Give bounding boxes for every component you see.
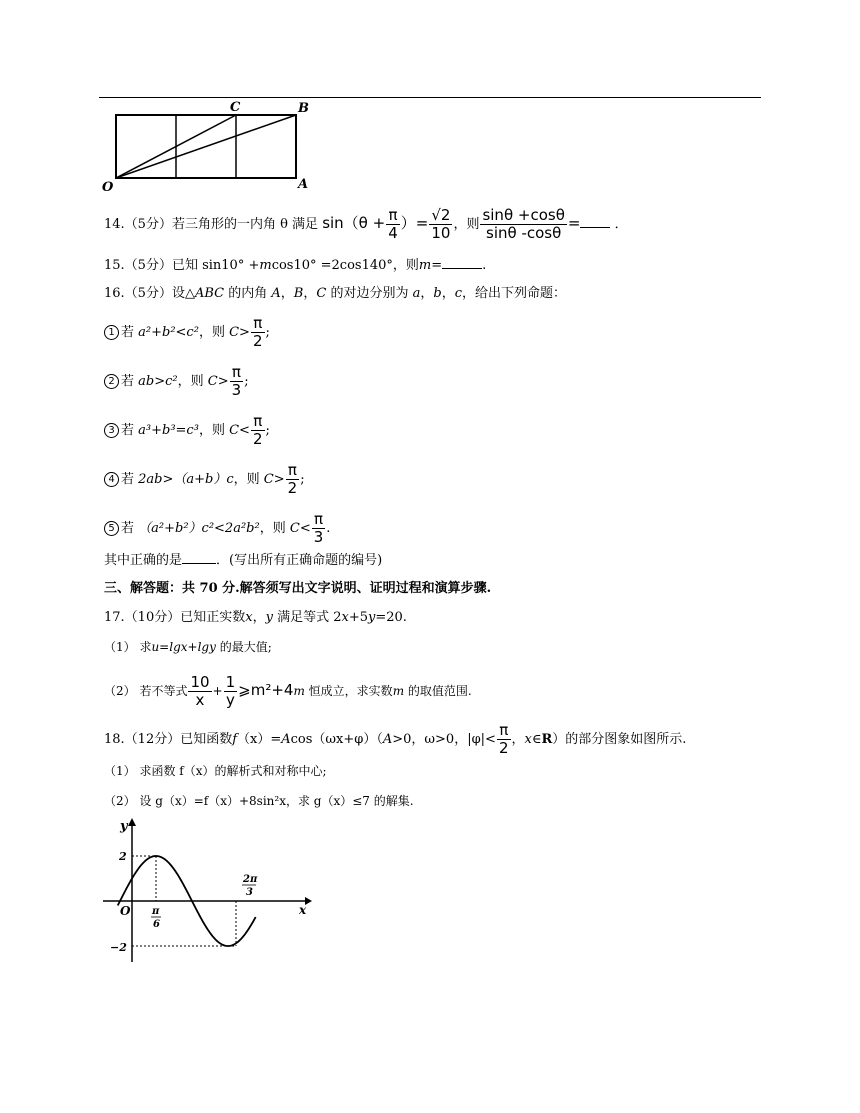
q17-a: 17.（10分）已知正实数 — [104, 610, 246, 625]
q15-a: 15.（5分）已知 sin10° + — [104, 258, 260, 273]
q16-d: ，给出下列命题： — [462, 286, 567, 301]
q17-plus: + — [212, 684, 223, 698]
q16-B: B — [293, 286, 304, 301]
q18-b: ）的部分图象如图所示. — [552, 732, 687, 747]
q16-a: 16.（5分）设△ — [104, 286, 195, 301]
q16-item-end: . — [326, 521, 331, 536]
q17-x: x — [245, 610, 253, 625]
rectangle-figure — [100, 98, 320, 193]
q17-comma: ， — [252, 610, 266, 625]
y-min-label: −2 — [110, 941, 127, 954]
q16-item — [104, 462, 305, 497]
q18-part-2: （2） 设 g（x）=f（x）+8sin²x，求 g（x）≤7 的解集. — [104, 794, 414, 808]
q16-item-op: > — [273, 472, 285, 487]
q18-conds: >0，ω>0，|φ|< — [392, 732, 496, 747]
q16-item-cond: 2ab>（a+b）c — [138, 472, 234, 487]
q16-b-var: b — [433, 286, 442, 301]
q16-item-pre: 若 — [121, 472, 135, 487]
q16-item-mid: ，则 — [177, 374, 204, 389]
origin-label: O — [120, 904, 131, 918]
q17-m: m — [293, 684, 305, 698]
q16-item-mid: ，则 — [198, 423, 225, 438]
q16-item-cond: a²+b²<c² — [138, 325, 199, 340]
q15-c: = — [431, 258, 443, 273]
label-O: O — [102, 180, 114, 193]
q17-u: u=lgx+lgy — [151, 640, 216, 654]
q16-item — [104, 511, 330, 546]
section-3-heading: 三、解答题：共 70 分.解答须写出文字说明、证明过程和演算步骤. — [104, 581, 492, 596]
tick-2pi3-num: 2π — [243, 874, 258, 885]
q16-comma4: ， — [441, 286, 455, 301]
label-B: B — [298, 101, 309, 116]
q17-p2-b: 恒成立，求实数 — [304, 684, 393, 698]
q16-c: 的对边分别为 — [326, 286, 409, 301]
q14-eq: ）= — [400, 214, 429, 232]
q14-sqrt2-over-10: $\frac{√2}{10}$ — [431, 206, 451, 242]
q16-item-cond: ab>c² — [138, 374, 178, 389]
q16-item-var: C — [289, 521, 300, 536]
y-axis-label: y — [120, 819, 128, 834]
q16-item-op: > — [239, 325, 250, 340]
q15-m1: m — [259, 258, 272, 273]
q16-item — [104, 315, 270, 350]
q14-then: ，则 — [453, 217, 480, 232]
q16-item-mid: ，则 — [259, 521, 286, 536]
q17-p1-a: （1） 求 — [104, 640, 152, 654]
q16-item-pre: 若 — [121, 374, 135, 389]
q16-item-mid: ，则 — [198, 325, 225, 340]
q15-end: . — [482, 258, 487, 273]
q16-item-frac: $\frac{\pi}{2}$ — [287, 461, 298, 497]
question-16 — [104, 285, 566, 303]
q16-answer-blank[interactable] — [182, 551, 216, 564]
y-axis-arrow — [128, 818, 136, 826]
question-18 — [104, 722, 686, 757]
q16-A: A — [271, 286, 281, 301]
question-15 — [104, 256, 486, 275]
label-C: C — [230, 100, 241, 115]
q18-cos: cos（ωx+φ）（ — [290, 732, 383, 747]
q17-frac-10-x: $\frac{10}{x}$ — [190, 673, 210, 709]
q14-answer-blank[interactable] — [580, 215, 610, 228]
q15-b: cos10° =2cos140°，则 — [271, 258, 419, 273]
tick-pi6-den: 6 — [153, 919, 160, 930]
q16-b: 的内角 — [224, 286, 268, 301]
tick-pi6-num: π — [152, 906, 160, 917]
q17-m2: m — [392, 684, 405, 698]
q14-sin: sin（θ + — [322, 214, 386, 232]
q14-ratio: $\frac{\sin\theta +\cos\theta}{\sin\theta -\cos\theta}$ — [482, 206, 565, 242]
q18-f: f — [232, 732, 238, 747]
q16-item-pre: 若 — [121, 325, 135, 340]
y-max-label: 2 — [119, 850, 127, 863]
q16-item-end: ; — [300, 472, 305, 487]
q18-A2: A — [382, 732, 393, 747]
q16-item-pre: 若 — [121, 423, 135, 438]
q16-c-var: c — [454, 286, 462, 301]
q16-item-end: ; — [244, 374, 249, 389]
q14-end: ． — [614, 217, 628, 232]
q14-pi-over-4: $\frac{\pi}{4}$ — [388, 206, 398, 242]
q16-item — [104, 413, 270, 448]
q16-item-frac: $\frac{\pi}{3}$ — [231, 363, 242, 399]
q16-item-marker: 1 — [104, 325, 119, 340]
q14-stem: 14.（5分）若三角形的一内角 θ 满足 — [104, 217, 319, 232]
q16-item-marker: 5 — [104, 521, 119, 536]
tick-2pi3-den: 3 — [246, 887, 253, 898]
q16-item-op: < — [299, 521, 311, 536]
q16-item-end: ; — [265, 423, 270, 438]
q17-x2: x — [341, 610, 349, 625]
question-17 — [104, 609, 407, 627]
q17-p2-c: 的取值范围. — [404, 684, 472, 698]
q14-equals: = — [567, 214, 581, 232]
question-14 — [104, 207, 628, 242]
q18-a: 18.（12分）已知函数 — [104, 732, 233, 747]
q17-c: +5 — [348, 610, 368, 625]
cosine-graph — [100, 815, 315, 965]
q16-item-marker: 4 — [104, 472, 119, 487]
q16-comma3: ， — [420, 286, 434, 301]
q17-b: 满足等式 2 — [272, 610, 342, 625]
q16-item-var: C — [229, 325, 240, 340]
q16-item-var: C — [207, 374, 218, 389]
q17-frac-1-y: $\frac{1}{y}$ — [225, 673, 236, 709]
q18-part-1: （1） 求函数 f（x）的解析式和对称中心; — [104, 764, 327, 778]
label-A: A — [298, 177, 309, 192]
q16-item-marker: 3 — [104, 423, 119, 438]
q16-item-cond: （a²+b²）c²<2a²b² — [138, 521, 260, 536]
q16-conclusion-b: ．(写出所有正确命题的编号) — [216, 553, 383, 568]
q15-answer-blank[interactable] — [442, 256, 482, 269]
q16-a-var: a — [412, 286, 421, 301]
x-axis-label: x — [299, 903, 307, 917]
q18-x: （x）= — [237, 732, 282, 747]
q16-item-frac: $\frac{\pi}{2}$ — [252, 412, 263, 448]
q16-conclusion — [104, 551, 382, 570]
q17-ge: ⩾m²+4 — [238, 681, 294, 699]
q18-comma: ， — [511, 732, 525, 747]
q16-item-end: ; — [265, 325, 270, 340]
q17-y2: y — [368, 610, 376, 625]
q16-item — [104, 364, 249, 399]
q16-item-var: C — [263, 472, 274, 487]
q17-d: =20. — [375, 610, 407, 625]
q16-item-mid: ，则 — [233, 472, 260, 487]
q16-item-cond: a³+b³=c³ — [138, 423, 199, 438]
q17-y: y — [265, 610, 273, 625]
q16-item-op: > — [217, 374, 229, 389]
q16-comma1: ， — [280, 286, 294, 301]
q18-xR: x∈ — [524, 732, 542, 747]
q17-p1-b: 的最大值; — [215, 640, 272, 654]
q16-item-var: C — [229, 423, 240, 438]
q16-item-op: < — [239, 423, 250, 438]
q18-R: R — [541, 732, 553, 747]
q17-part-1 — [104, 638, 272, 656]
q18-pi-over-2: $\frac{\pi}{2}$ — [498, 721, 509, 757]
q17-p2-a: （2） 若不等式 — [104, 684, 188, 698]
q18-A: A — [281, 732, 291, 747]
q16-item-frac: $\frac{\pi}{2}$ — [252, 314, 263, 350]
q17-part-2 — [104, 674, 472, 709]
q16-item-marker: 2 — [104, 374, 119, 389]
q16-item-frac: $\frac{\pi}{3}$ — [313, 510, 324, 546]
q16-abc: ABC — [194, 286, 225, 301]
q16-C: C — [316, 286, 327, 301]
q16-item-pre: 若 — [121, 521, 135, 536]
q15-m2: m — [418, 258, 432, 273]
q16-comma2: ， — [303, 286, 317, 301]
q16-conclusion-a: 其中正确的是 — [104, 553, 183, 568]
